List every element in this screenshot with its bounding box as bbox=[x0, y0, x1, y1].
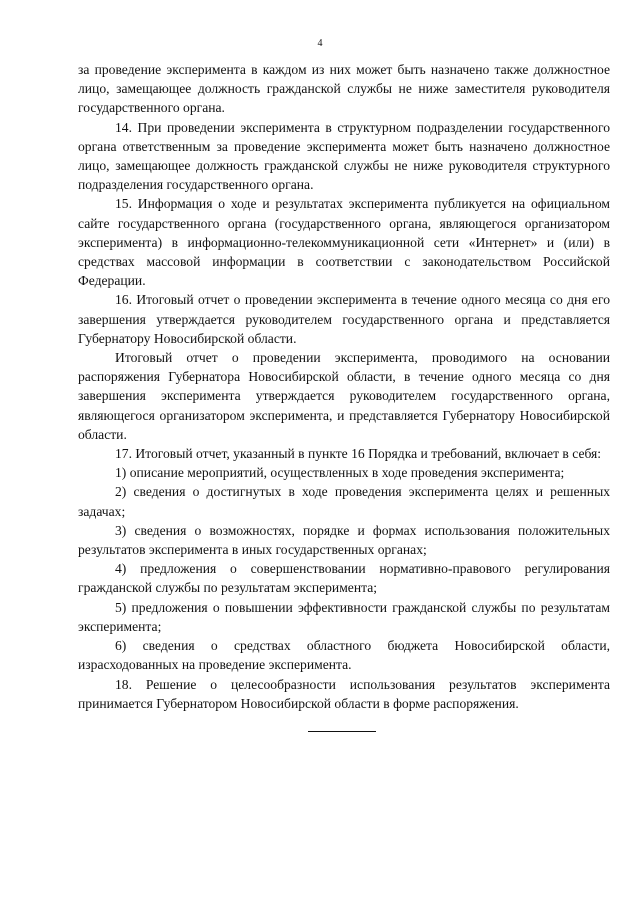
list-item-17-4: 4) предложения о совершенствовании нормативно-правового регулирования гражданской службы по результатам эксперимента; bbox=[78, 561, 610, 596]
paragraph-item-17: 17. Итоговый отчет, указанный в пункте 16 Порядка и требований, включает в себя: bbox=[115, 446, 602, 462]
list-item-17-5: 5) предложения о повышении эффективности гражданской службы по результатам эксперимента; bbox=[78, 599, 610, 634]
paragraph-item-14: 14. При проведении эксперимента в структурном подразделении государственного органа ответственным за проведение эксперимента может быть назначено должностное лицо, замещающее должность гражданской службы не ниже руководителя структурного подразделения государственного органа. bbox=[78, 119, 610, 193]
page-number: 4 bbox=[317, 38, 323, 49]
paragraph-item-15: 15. Информация о ходе и результатах эксперимента публикуется на официальном сайте государственного органа (государственного органа, являющегося организатором эксперимента) в информационно-телекоммуникационной сети «Интернет» и (или) в средствах массовой информации в соответствии с законодательством Российской Федерации. bbox=[78, 196, 610, 289]
list-item-17-3: 3) сведения о возможностях, порядке и формах использования положительных результатов эксперимента в иных государственных органах; bbox=[78, 522, 610, 558]
paragraph-continuation: за проведение эксперимента в каждом из них может быть назначено также должностное лицо, замещающее должность гражданской службы не ниже заместителя руководителя государственного органа. bbox=[78, 62, 610, 116]
list-item-17-1: 1) описание мероприятий, осуществленных в ходе проведения эксперимента; bbox=[115, 465, 565, 481]
end-of-document-rule bbox=[308, 731, 376, 732]
document-body bbox=[78, 60, 610, 713]
list-item-17-2: 2) сведения о достигнутых в ходе проведения эксперимента целях и решенных задачах; bbox=[78, 484, 610, 519]
paragraph-item-16: 16. Итоговый отчет о проведении эксперимента в течение одного месяца со дня его завершения утверждается руководителем государственного органа и представляется Губернатору Новосибирской области. bbox=[78, 292, 610, 346]
paragraph-item-16-continued: Итоговый отчет о проведении эксперимента, проводимого на основании распоряжения Губернатора Новосибирской области, в течение одного месяца со дня завершения эксперимента утверждается руководителем государственного органа, являющегося организатором эксперимента, и представляется Губернатору Новосибирской области. bbox=[78, 350, 610, 442]
list-item-17-6: 6) сведения о средствах областного бюджета Новосибирской области, израсходованных на проведение эксперимента. bbox=[78, 638, 610, 673]
paragraph-item-18: 18. Решение о целесообразности использования результатов эксперимента принимается Губернатором Новосибирской области в форме распоряжения. bbox=[78, 676, 610, 711]
